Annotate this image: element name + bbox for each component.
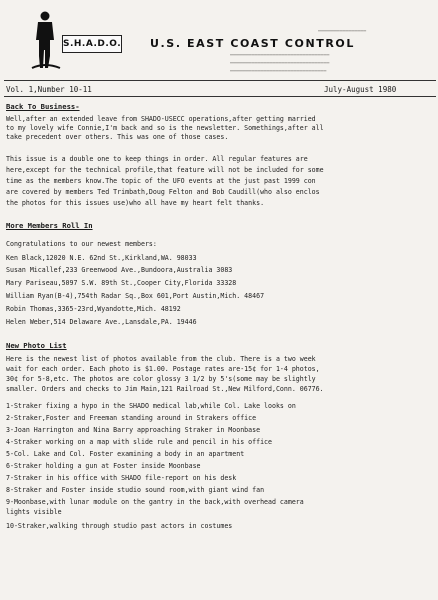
paragraph-line: Well,after an extended leave from SHADO-USECC operations,after getting married [6, 115, 316, 123]
paragraph-line: smaller. Orders and checks to Jim Main,121 Railroad St.,New Milford,Conn. 06776. [6, 385, 324, 393]
member-entry: William Ryan(B-4),754th Radar Sq.,Box 601,Port Austin,Mich. 48467 [6, 292, 265, 300]
divider [4, 96, 436, 97]
paragraph-line: take precedent over others. This was one of those cases. [6, 133, 229, 141]
member-entry: Susan Micallef,233 Greenwood Ave.,Bundoora,Australia 3083 [6, 266, 233, 274]
paragraph-line: Here is the newest list of photos available from the club. There is a two week [6, 355, 316, 363]
paragraph-line: to my lovely wife Connie,I'm back and so is the newsletter. Somethings,after all [6, 124, 324, 132]
paragraph-line: the photos for this issues use)who all have my heart felt thanks. [6, 199, 265, 207]
paragraph-line: 30¢ for 5-8,etc. The photos are color glossy 3 1/2 by 5's(some may be slightly [6, 375, 316, 383]
issue-volume: Vol. 1,Number 10-11 [6, 85, 92, 94]
section-heading-back-to-business: Back To Business- [6, 102, 80, 111]
shado-logo: S.H.A.D.O. [62, 35, 122, 53]
members-intro: Congratulations to our newest members: [6, 240, 157, 248]
photo-item: 7-Straker in his office with SHADO file-report on his desk [6, 474, 237, 482]
photo-item: 1-Straker fixing a hypo in the SHADO medical lab,while Col. Lake looks on [6, 402, 296, 410]
bleed-through-decoration: ▬▬▬▬▬▬▬▬▬▬▬▬▬▬▬▬▬▬▬▬▬▬▬▬▬▬▬▬▬▬▬▬▬ [230, 52, 330, 58]
photo-item: 5-Col. Lake and Col. Foster examining a body in an apartment [6, 450, 245, 458]
photo-item: 2-Straker,Foster and Freeman standing around in Strakers office [6, 414, 257, 422]
shado-figure-icon [28, 10, 62, 70]
photo-item: 6-Straker holding a gun at Foster inside Moonbase [6, 462, 201, 470]
paragraph-line: This issue is a double one to keep things in order. All regular features are [6, 155, 308, 163]
photo-item: 10-Straker,walking through studio past actors in costumes [6, 522, 233, 530]
section-heading-photo-list: New Photo List [6, 341, 67, 350]
member-entry: Helen Weber,514 Delaware Ave.,Lansdale,PA. 19446 [6, 318, 197, 326]
member-entry: Mary Pariseau,5097 S.W. 89th St.,Cooper City,Florida 33328 [6, 279, 237, 287]
bleed-through-decoration: ▬▬▬▬▬▬▬▬▬▬▬▬▬▬▬▬▬▬▬▬▬▬▬▬▬▬▬▬▬▬▬▬▬ [230, 60, 330, 66]
photo-item: 4-Straker working on a map with slide rule and pencil in his office [6, 438, 272, 446]
member-entry: Robin Thomas,3365-23rd,Wyandotte,Mich. 48192 [6, 305, 181, 313]
paragraph-line: time as the members know.The topic of the UFO events at the just past 1999 con [6, 177, 316, 185]
issue-date: July-August 1980 [324, 85, 397, 94]
photo-item: 9-Moonbase,with lunar module on the gantry in the back,with overhead camera [6, 498, 304, 506]
paragraph-line: wait for each order. Each photo is $1.00. Postage rates are-15¢ for 1-4 photos, [6, 365, 320, 373]
section-heading-members: More Members Roll In [6, 221, 93, 230]
paragraph-line: here,except for the technical profile,that feature will not be included for some [6, 166, 324, 174]
photo-item: 8-Straker and Foster inside studio sound room,with giant wind fan [6, 486, 265, 494]
newsletter-header [0, 0, 438, 80]
photo-item: 3-Joan Harrington and Nina Barry approaching Straker in Moonbase [6, 426, 261, 434]
member-entry: Ken Black,12020 N.E. 62nd St.,Kirkland,WA. 98033 [6, 254, 197, 262]
bleed-through-decoration: ▬▬▬▬▬▬▬▬▬▬▬▬▬▬▬▬ [318, 28, 367, 34]
divider [4, 80, 436, 81]
newsletter-title: U.S. EAST COAST CONTROL [150, 37, 355, 50]
photo-item-continuation: lights visible [6, 508, 62, 516]
paragraph-line: are covered by members Ted Trimbath,Doug Felton and Bob Caudill(who also enclos [6, 188, 320, 196]
bleed-through-decoration: ▬▬▬▬▬▬▬▬▬▬▬▬▬▬▬▬▬▬▬▬▬▬▬▬▬▬▬▬▬▬▬▬ [230, 68, 327, 74]
